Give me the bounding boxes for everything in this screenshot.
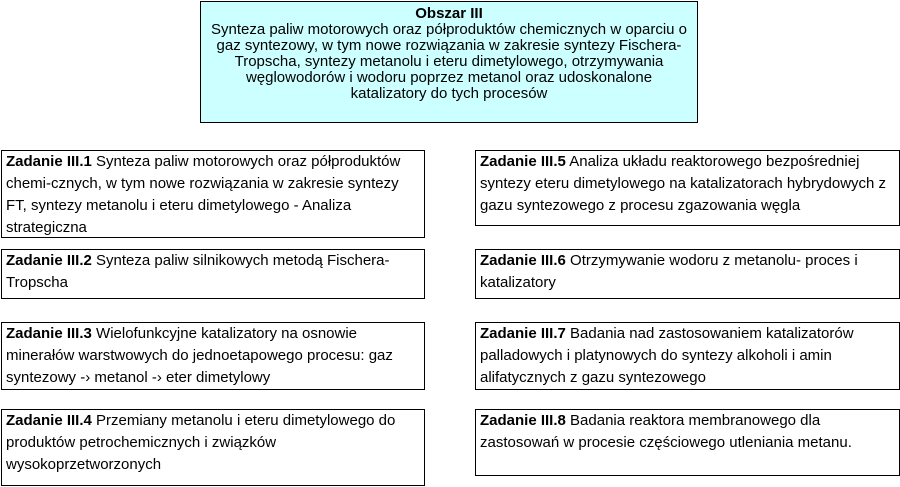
task-text: Wielofunkcyjne katalizatory na osnowie minerałów warstwowych do jednoetapowego procesu: gaz syntezowy -› metanol -› eter dimetylowy xyxy=(6,325,393,386)
task-text: Synteza paliw silnikowych metodą Fischera-Tropscha xyxy=(6,252,390,291)
task-box-III-4 xyxy=(1,409,425,486)
task-code: Zadanie III.6 xyxy=(480,252,566,269)
task-box-III-6 xyxy=(475,249,900,299)
task-code: Zadanie III.1 xyxy=(6,153,92,170)
task-box-III-8 xyxy=(475,409,900,476)
task-code: Zadanie III.2 xyxy=(6,252,92,269)
task-box-III-1 xyxy=(1,150,425,238)
area-title: Obszar III xyxy=(415,5,483,22)
task-text: Badania nad zastosowaniem katalizatorów palladowych i platynowych do syntezy alkoholi i amin alifatycznych z gazu syntezowego xyxy=(480,325,854,386)
task-code: Zadanie III.8 xyxy=(480,412,566,429)
area-box xyxy=(200,1,698,123)
task-text: Przemiany metanolu i eteru dimetylowego do produktów petrochemicznych i związków wysokoprzetworzonych xyxy=(6,412,396,473)
task-box-III-5 xyxy=(475,150,900,226)
task-box-III-2 xyxy=(1,249,425,299)
task-code: Zadanie III.7 xyxy=(480,325,566,342)
task-text: Badania reaktora membranowego dla zastosowań w procesie częściowego utleniania metanu. xyxy=(480,412,852,451)
task-code: Zadanie III.4 xyxy=(6,412,92,429)
task-box-III-3 xyxy=(1,322,425,390)
task-text: Otrzymywanie wodoru z metanolu- proces i katalizatory xyxy=(480,252,858,291)
task-code: Zadanie III.3 xyxy=(6,325,92,342)
task-box-III-7 xyxy=(475,322,900,390)
task-text: Synteza paliw motorowych oraz półproduktów chemi-cznych, w tym nowe rozwiązania w zakresie syntezy FT, syntezy metanolu i eteru dimetylowego - Analiza strategiczna xyxy=(6,153,401,236)
task-code: Zadanie III.5 xyxy=(480,153,566,170)
area-description: Synteza paliw motorowych oraz półproduktów chemicznych w oparciu o gaz syntezowy, w tym nowe rozwiązania w zakresie syntezy Fischera-Tropscha, syntezy metanolu i eteru dimetylowego, otrzymywania węglowodorów i wodoru poprzez metanol oraz udoskonalone katalizatory do tych procesów xyxy=(210,21,688,102)
task-text: Analiza układu reaktorowego bezpośredniej syntezy eteru dimetylowego na katalizatorach hybrydowych z gazu syntezowego z procesu zgazowania węgla xyxy=(480,153,887,214)
